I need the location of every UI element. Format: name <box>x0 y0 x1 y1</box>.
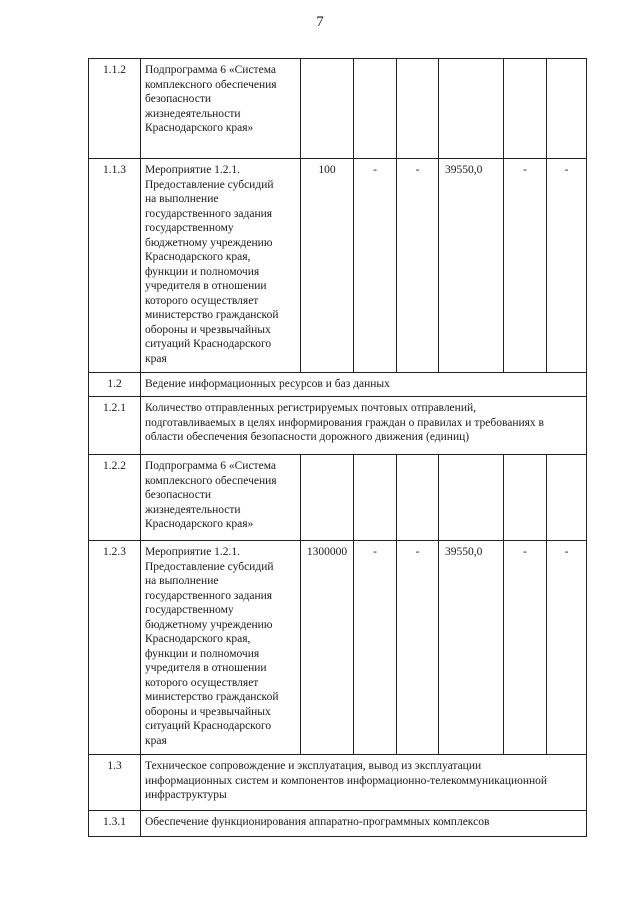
row-number: 1.3.1 <box>89 811 141 837</box>
value-cell: 100 <box>301 159 354 373</box>
table-row <box>89 455 587 541</box>
value-cell: 1300000 <box>301 541 354 755</box>
value-cell <box>354 59 397 159</box>
table-row <box>89 755 587 811</box>
row-name: Мероприятие 1.2.1. Предоставление субсидий на выполнение государственного задания государственному бюджетному учреждению Краснодарского края, функции и полномочия учредителя в отношении которого осуществляет министерство гражданской обороны и чрезвычайных ситуаций Краснодарского края <box>141 541 301 755</box>
value-cell: - <box>504 159 547 373</box>
value-cell: - <box>547 541 587 755</box>
value-cell <box>504 59 547 159</box>
document-table <box>88 58 587 837</box>
indicator-description: Обеспечение функционирования аппаратно-программных комплексов <box>141 811 587 837</box>
value-cell <box>354 455 397 541</box>
section-heading: Ведение информационных ресурсов и баз данных <box>141 373 587 397</box>
value-cell <box>397 455 439 541</box>
row-number: 1.2.2 <box>89 455 141 541</box>
value-cell: - <box>397 541 439 755</box>
table-row <box>89 541 587 755</box>
value-cell <box>439 59 504 159</box>
row-name: Подпрограмма 6 «Система комплексного обеспечения безопасности жизнедеятельности Краснодарского края» <box>141 455 301 541</box>
row-number: 1.1.3 <box>89 159 141 373</box>
value-cell <box>439 455 504 541</box>
row-number: 1.1.2 <box>89 59 141 159</box>
value-cell: - <box>397 159 439 373</box>
table-row <box>89 811 587 837</box>
table-row <box>89 373 587 397</box>
row-name: Подпрограмма 6 «Система комплексного обеспечения безопасности жизнедеятельности Краснодарского края» <box>141 59 301 159</box>
value-cell <box>301 59 354 159</box>
value-cell: - <box>354 541 397 755</box>
value-cell: - <box>504 541 547 755</box>
value-cell: - <box>354 159 397 373</box>
value-cell <box>301 455 354 541</box>
value-cell: 39550,0 <box>439 541 504 755</box>
value-cell: - <box>547 159 587 373</box>
section-heading: Техническое сопровождение и эксплуатация, вывод из эксплуатации информационных систем и компонентов информационно-телекоммуникационной инфраструктуры <box>141 755 587 811</box>
indicator-description: Количество отправленных регистрируемых почтовых отправлений, подготавливаемых в целях информирования граждан о правилах и требованиях в области обеспечения безопасности дорожного движения (единиц) <box>141 397 587 455</box>
row-number: 1.2.1 <box>89 397 141 455</box>
page-number: 7 <box>316 14 324 30</box>
row-number: 1.2 <box>89 373 141 397</box>
value-cell <box>397 59 439 159</box>
value-cell <box>547 59 587 159</box>
row-name: Мероприятие 1.2.1. Предоставление субсидий на выполнение государственного задания государственному бюджетному учреждению Краснодарского края, функции и полномочия учредителя в отношении которого осуществляет министерство гражданской обороны и чрезвычайных ситуаций Краснодарского края <box>141 159 301 373</box>
value-cell: 39550,0 <box>439 159 504 373</box>
value-cell <box>547 455 587 541</box>
value-cell <box>504 455 547 541</box>
table-row <box>89 159 587 373</box>
row-number: 1.2.3 <box>89 541 141 755</box>
table-row <box>89 59 587 159</box>
row-number: 1.3 <box>89 755 141 811</box>
table-row <box>89 397 587 455</box>
